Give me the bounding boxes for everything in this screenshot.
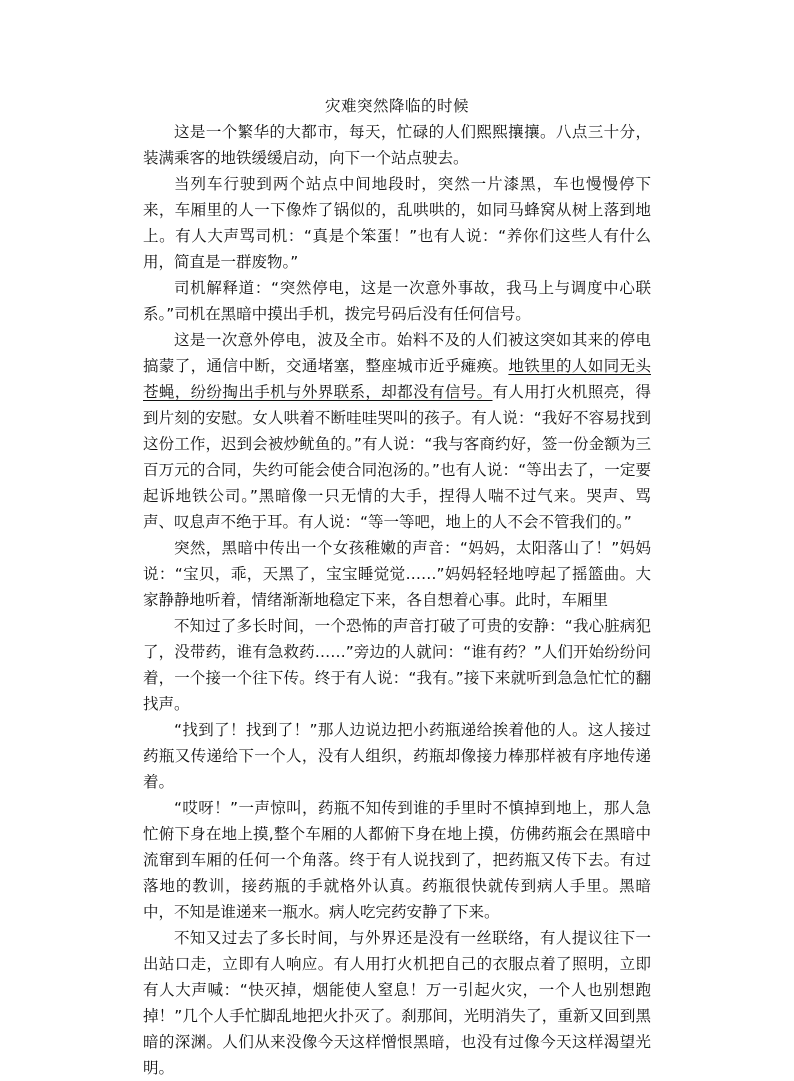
paragraph-7: “找到了！找到了！”那人边说边把小药瓶递给挨着他的人。这人接过药瓶又传递给下一个人，没有人组织，药瓶却像接力棒那样被有序地传递着。 [143, 721, 651, 791]
paragraph-8: “哎呀！”一声惊叫，药瓶不知传到谁的手里时不慎掉到地上，那人急忙俯下身在地上摸,整个车厢的人都俯下身在地上摸，仿佛药瓶会在黑暗中流窜到车厢的任何一个角落。终于有人说找到了，把药瓶又传下去。有过落地的教训，接药瓶的手就格外认真。药瓶很快就传到病人手里。黑暗中，不知是谁递来一瓶水。病人吃完药安静了下来。 [143, 799, 651, 921]
paragraph-4-after: 有人用打火机照亮，得到片刻的安慰。女人哄着不断哇哇哭叫的孩子。有人说：“我好不容易找到这份工作，迟到会被炒鱿鱼的。”有人说：“我与客商约好，签一份金额为三百万元的合同，失约可能会使合同泡汤的。”也有人说：“等出去了，一定要起诉地铁公司。”黑暗像一只无情的大手，捏得人喘不过气来。哭声、骂声、叹息声不绝于耳。有人说：“等一等吧，地上的人不会不管我们的。” [143, 383, 651, 531]
paragraph-5: 突然，黑暗中传出一个女孩稚嫩的声音：“妈妈，太阳落山了！”妈妈说：“宝贝，乖，天黑了，宝宝睡觉觉……”妈妈轻轻地哼起了摇篮曲。大家静静地听着，情绪渐渐地稳定下来，各自想着心事。此时，车厢里 [143, 539, 651, 609]
document-title: 灾难突然降临的时候 [324, 97, 469, 115]
paragraph-3: 司机解释道：“突然停电，这是一次意外事故，我马上与调度中心联系。”司机在黑暗中摸出手机，拨完号码后没有任何信号。 [143, 279, 651, 323]
paragraph-6: 不知过了多长时间，一个恐怖的声音打破了可贵的安静：“我心脏病犯了，没带药，谁有急救药……”旁边的人就问：“谁有药？”人们开始纷纷问着，一个接一个往下传。终于有人说：“我有。”接下来就听到急急忙忙的翻找声。 [143, 617, 651, 713]
document-body [143, 93, 651, 1081]
paragraph-1: 这是一个繁华的大都市，每天，忙碌的人们熙熙攘攘。八点三十分，装满乘客的地铁缓缓启动，向下一个站点驶去。 [143, 123, 651, 167]
paragraph-2: 当列车行驶到两个站点中间地段时，突然一片漆黑，车也慢慢停下来，车厢里的人一下像炸了锅似的，乱哄哄的，如同马蜂窝从树上落到地上。有人大声骂司机：“真是个笨蛋！”也有人说：“养你们这些人有什么用，简直是一群废物。” [143, 175, 651, 271]
paragraph-4 [143, 327, 651, 535]
underlined-sentence: 地铁里的人如同无头苍蝇，纷纷掏出手机与外界联系，却都没有信号。 [143, 357, 651, 401]
paragraph-9: 不知又过去了多长时间，与外界还是没有一丝联络，有人提议往下一出站口走，立即有人响应。有人用打火机把自己的衣服点着了照明，立即有人大声喊：“快灭掉，烟能使人窒息！万一引起火灾，一个人也别想跑掉！”几个人手忙脚乱地把火扑灭了。刹那间，光明消失了，重新又回到黑暗的深渊。人们从来没像今天这样憎恨黑暗，也没有过像今天这样渴望光明。 [143, 929, 651, 1077]
paragraph-4-before: 这是一次意外停电，波及全市。始料不及的人们被这突如其来的停电搞蒙了，通信中断，交通堵塞，整座城市近乎瘫痪。 [143, 331, 651, 375]
